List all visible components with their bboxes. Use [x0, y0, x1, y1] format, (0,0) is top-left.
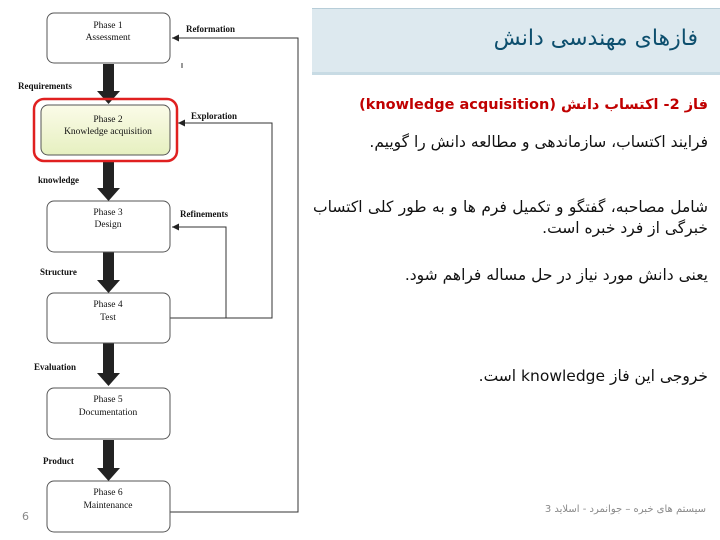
phase-3-title: Phase 3: [93, 208, 123, 218]
phase-4-title: Phase 4: [93, 300, 123, 310]
reformation-loop: [170, 38, 298, 512]
paragraph-3: یعنی دانش مورد نیاز در حل مساله فراهم شود.: [404, 266, 708, 284]
paragraph-2: شامل مصاحبه، گفتگو و تکمیل فرم ها و به طور کلی اکتساب خبرگی از فرد خبره است.: [313, 198, 708, 237]
phase-1-subtitle: Assessment: [85, 33, 131, 43]
paragraph-1: فرایند اکتساب، سازماندهی و مطالعه دانش را گوییم.: [369, 133, 708, 151]
arrow-label-knowledge: knowledge: [38, 175, 80, 185]
phase-1-title: Phase 1: [93, 21, 123, 31]
phase-3-subtitle: Design: [94, 220, 122, 230]
feedback-label-reformation: Reformation: [186, 24, 235, 34]
title-bar: [312, 8, 720, 73]
flow-arrow-5: [97, 440, 120, 481]
phase-2-subtitle: Knowledge acquisition: [64, 127, 152, 137]
flow-arrow-3: [97, 252, 120, 293]
slide-footer: سیستم های خبره – جوانمرد - اسلاید 3: [544, 504, 706, 515]
phase-2-title: Phase 2: [93, 115, 123, 125]
paragraph-4: خروجی این فاز knowledge است.: [478, 367, 708, 385]
phase-6-title: Phase 6: [93, 488, 123, 498]
knowledge-engineering-diagram: [0, 0, 310, 540]
phase-5-title: Phase 5: [93, 395, 123, 405]
exploration-loop: [170, 123, 272, 318]
feedback-loops: [170, 38, 298, 512]
slide-title: فازهای مهندسی دانش: [493, 26, 698, 51]
flow-arrow-2: [97, 160, 120, 201]
page-number: 6: [22, 510, 29, 523]
arrow-label-product: Product: [43, 456, 74, 466]
phase-5-subtitle: Documentation: [78, 408, 138, 418]
phase-4-subtitle: Test: [100, 313, 116, 323]
phase-heading: فاز 2- اکتساب دانش (knowledge acquisition): [359, 97, 708, 113]
title-underline: [312, 72, 720, 75]
phase-6-subtitle: Maintenance: [83, 501, 133, 511]
feedback-label-exploration: Exploration: [191, 111, 238, 121]
arrow-label-requirements: Requirements: [18, 81, 72, 91]
arrow-label-evaluation: Evaluation: [34, 362, 77, 372]
flow-arrow-4: [97, 343, 120, 386]
feedback-label-refinements: Refinements: [180, 209, 228, 219]
arrow-label-structure: Structure: [40, 267, 77, 277]
refinements-loop: [170, 227, 226, 318]
